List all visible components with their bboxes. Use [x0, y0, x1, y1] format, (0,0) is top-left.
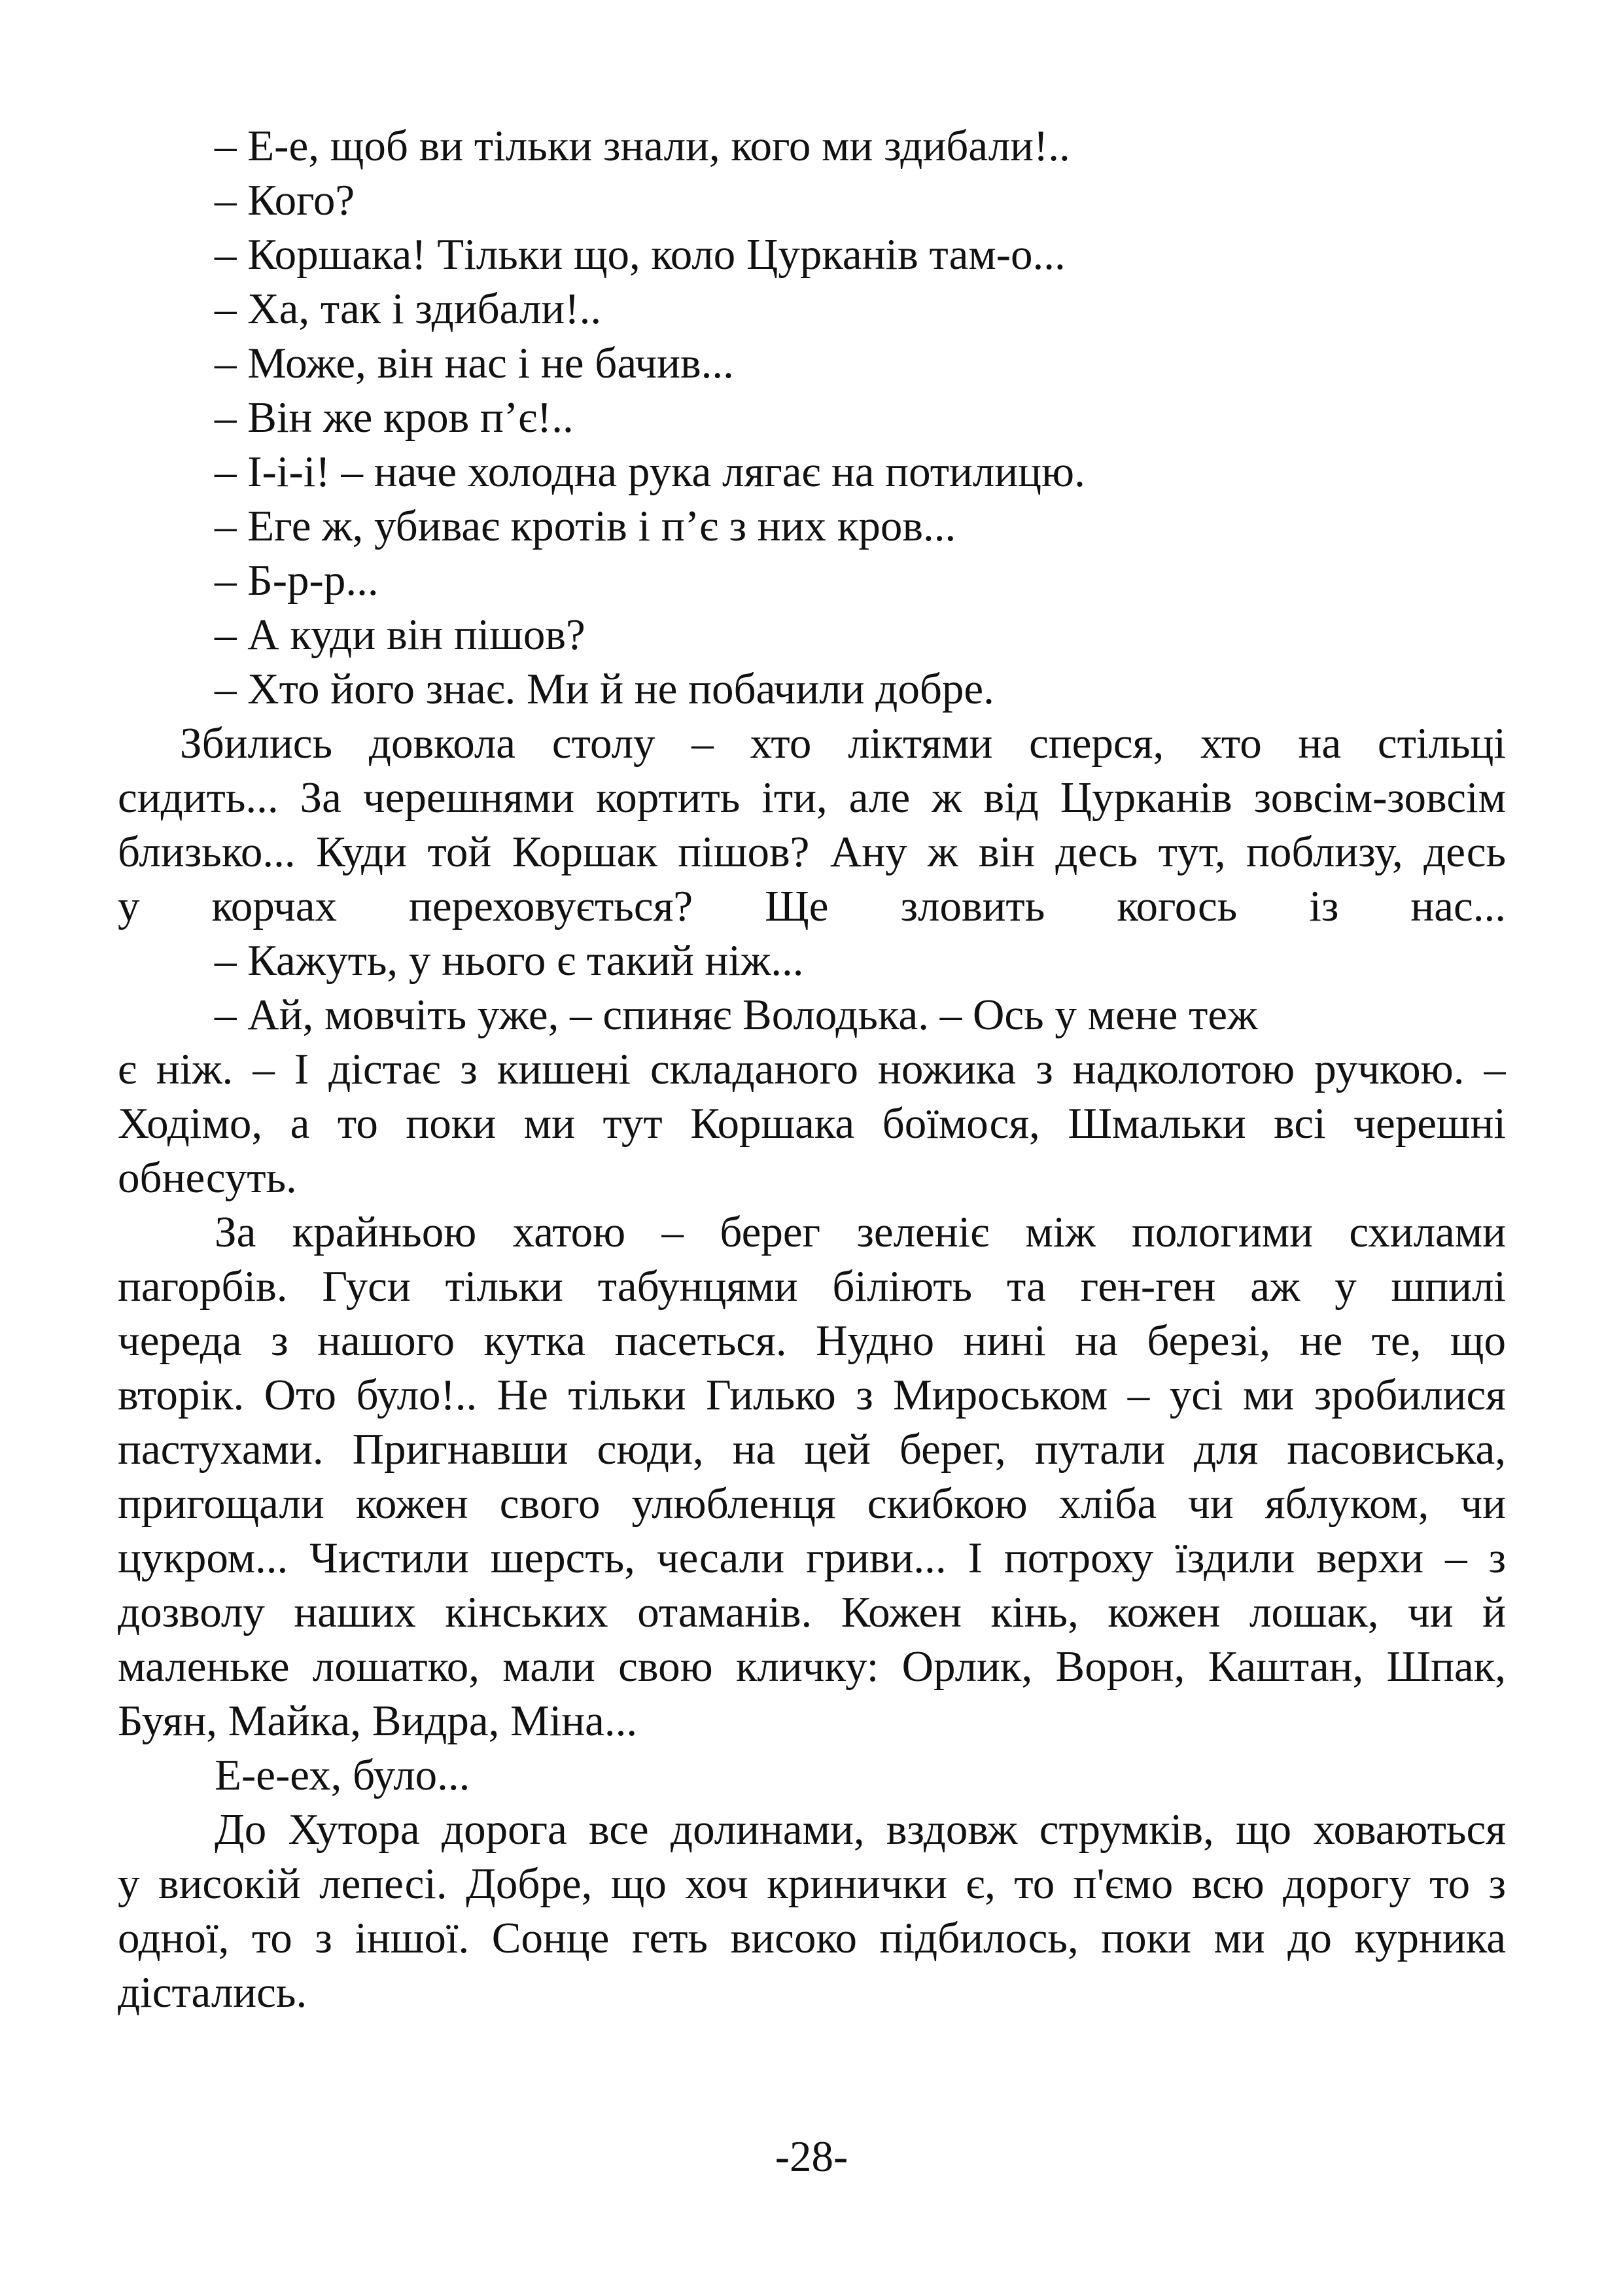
- text-line: череда з нашого кутка пасеться. Нудно нині на березі, не те, що: [118, 1316, 1506, 1365]
- text-line: Збились довкола столу – хто ліктями сперся, хто на стільці: [180, 719, 1506, 768]
- text-line: маленьке лошатко, мали свою кличку: Орлик, Ворон, Каштан, Шпак,: [118, 1642, 1506, 1691]
- paragraph-1: [118, 716, 1506, 934]
- dialogue-line: – І-і-і! – наче холодна рука лягає на потилицю.: [215, 448, 1085, 496]
- dialogue-line: – Хто його знає. Ми й не побачили добре.: [215, 665, 994, 713]
- text-line: у високій лепесі. Добре, що хоч кринички є, то п'ємо всю дорогу то з: [118, 1860, 1506, 1908]
- dialogue-line: – Ха, так і здибали!..: [215, 285, 602, 333]
- text-line: пригощали кожен свого улюбленця скибкою хліба чи яблуком, чи: [118, 1479, 1506, 1528]
- text-line: пастухами. Пригнавши сюди, на цей берег, путали для пасовиська,: [118, 1425, 1506, 1474]
- dialogue-line: – А куди він пішов?: [215, 610, 585, 659]
- text-line: Е-е-ех, було...: [215, 1751, 470, 1799]
- dialogue-line: – Ай, мовчіть уже, – спиняє Володька. – Ось у мене теж: [215, 991, 1258, 1039]
- text-line: є ніж. – І дістає з кишені складаного ножика з надколотою ручкою. –: [118, 1045, 1506, 1093]
- dialogue-line: – Еге ж, убиває кротів і п’є з них кров...: [215, 502, 956, 550]
- text-line: обнесуть.: [118, 1154, 297, 1202]
- paragraph-5: [118, 1803, 1506, 2020]
- text-line: одної, то з іншої. Сонце геть високо підбилось, поки ми до курника: [118, 1914, 1506, 1962]
- text-line: До Хутора дорога все долинами, вздовж струмків, що ховаються: [215, 1805, 1506, 1854]
- paragraph-3: [118, 1205, 1506, 1748]
- page-body: [118, 119, 1506, 2020]
- text-line: Буян, Майка, Видра, Міна...: [118, 1697, 638, 1745]
- page-number: -28-: [775, 2132, 848, 2181]
- dialogue-line: – Може, він нас і не бачив...: [215, 339, 734, 387]
- text-line: сидить... За черешнями кортить іти, але ж від Цурканів зовсім-зовсім: [118, 773, 1506, 822]
- text-line: близько... Куди той Коршак пішов? Ану ж він десь тут, поблизу, десь: [118, 828, 1506, 876]
- text-line: Ходімо, а то поки ми тут Коршака боїмося, Шмальки всі черешні: [118, 1099, 1506, 1148]
- text-line: у корчах переховується? Ще зловить когось із нас...: [118, 882, 1506, 930]
- text-line: дістались.: [118, 1968, 307, 2017]
- paragraph-4: [118, 1748, 1506, 1803]
- text-line: вторік. Ото було!.. Не тільки Гилько з Мироськом – усі ми зробилися: [118, 1371, 1506, 1419]
- dialogue-line: – Е-е, щоб ви тільки знали, кого ми здибали!..: [215, 122, 1070, 170]
- dialogue-line: – Кого?: [215, 176, 355, 224]
- text-line: дозволу наших кінських отаманів. Кожен кінь, кожен лошак, чи й: [118, 1588, 1506, 1636]
- dialogue-block: [118, 119, 1506, 716]
- text-line: цукром... Чистили шерсть, чесали гриви... І потроху їздили верхи – з: [118, 1534, 1506, 1582]
- dialogue-line: – Він же кров п’є!..: [215, 393, 574, 442]
- text-line: За крайньою хатою – берег зеленіє між пологими схилами: [215, 1208, 1506, 1256]
- paragraph-2: [118, 1042, 1506, 1205]
- dialogue-line: – Кажуть, у нього є такий ніж...: [215, 936, 804, 985]
- dialogue-line: – Коршака! Тільки що, коло Цурканів там-о...: [215, 230, 1066, 279]
- dialogue-block-2: [118, 934, 1506, 1042]
- dialogue-line: – Б-р-р...: [215, 556, 379, 605]
- text-line: пагорбів. Гуси тільки табунцями біліють та ген-ген аж у шпилі: [118, 1262, 1506, 1311]
